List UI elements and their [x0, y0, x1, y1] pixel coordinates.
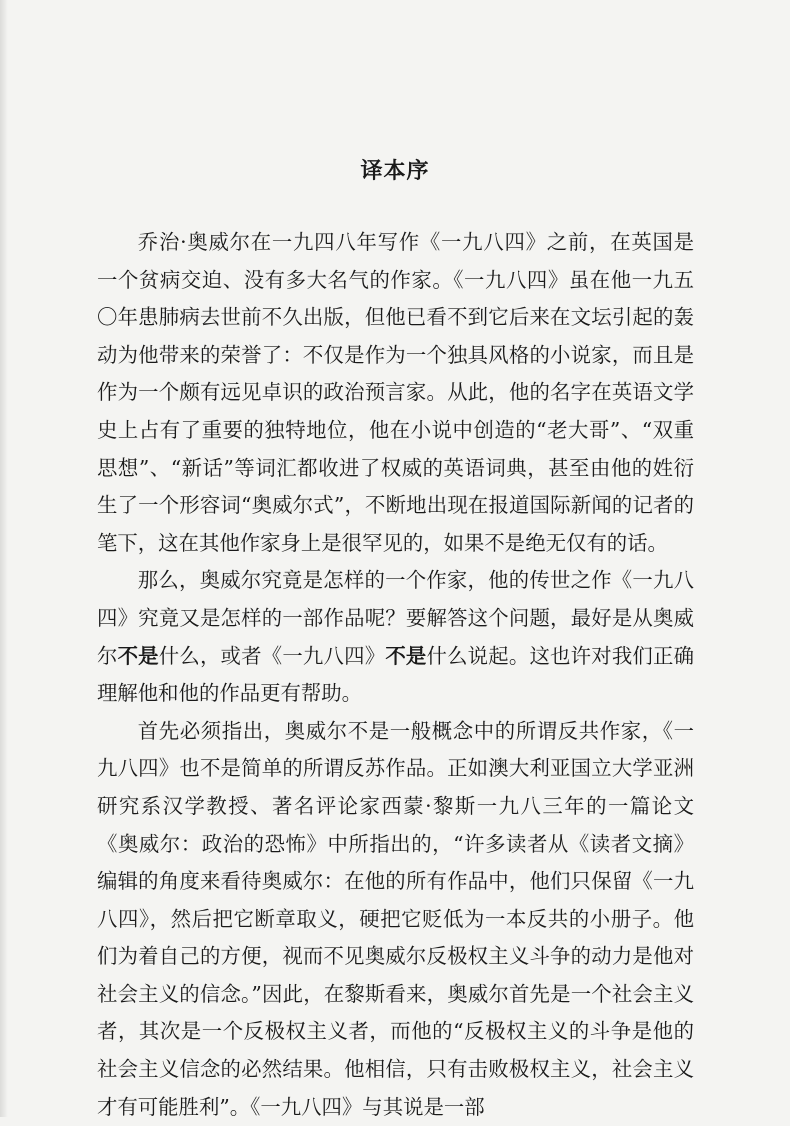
paragraph-2 — [97, 562, 694, 712]
paragraph-2-text-c: 什么说起。这也许对我们正确理解他和他的作品更有帮助。 — [97, 643, 695, 706]
body-text — [97, 224, 694, 1126]
paragraph-2-emphasis-a: 不是 — [117, 643, 159, 668]
chapter-title: 译本序 — [360, 158, 430, 184]
paragraph-2-text-b: 什么，或者《一九八四》 — [158, 643, 386, 668]
paragraph-2-text-a: 那么，奥威尔究竟是怎样的一个作家，他的传世之作《一九八四》究竟又是怎样的一部作品呢？要解答这个问题，最好是从奥威尔 — [97, 568, 694, 668]
paragraph-3: 首先必须指出，奥威尔不是一般概念中的所谓反共作家，《一九八四》也不是简单的所谓反苏作品。正如澳大利亚国立大学亚洲研究系汉学教授、著名评论家西蒙·黎斯一九八三年的一篇论文《奥威尔：政治的恐怖》中所指出的，“许多读者从《读者文摘》编辑的角度来看待奥威尔：在他的所有作品中，他们只保留《一九八四》，然后把它断章取义，硬把它贬低为一本反共的小册子。他们为着自己的方便，视而不见奥威尔反极权主义斗争的动力是他对社会主义的信念。”因此，在黎斯看来，奥威尔首先是一个社会主义者，其次是一个反极权主义者，而他的“反极权主义的斗争是他的社会主义信念的必然结果。他相信，只有击败极权主义，社会主义才有可能胜利”。《一九八四》与其说是一部 — [97, 718, 694, 1119]
paragraph-2-emphasis-b: 不是 — [385, 643, 427, 668]
paragraph-1: 乔治·奥威尔在一九四八年写作《一九八四》之前，在英国是一个贫病交迫、没有多大名气的作家。《一九八四》虽在他一九五〇年患肺病去世前不久出版，但他已看不到它后来在文坛引起的轰动为他带来的荣誉了：不仅是作为一个独具风格的小说家，而且是作为一个颇有远见卓识的政治预言家。从此，他的名字在英语文学史上占有了重要的独特地位，他在小说中创造的“老大哥”、“双重思想”、“新话”等词汇都收进了权威的英语词典，甚至由他的姓衍生了一个形容词“奥威尔式”，不断地出现在报道国际新闻的记者的笔下，这在其他作家身上是很罕见的，如果不是绝无仅有的话。 — [97, 230, 694, 555]
